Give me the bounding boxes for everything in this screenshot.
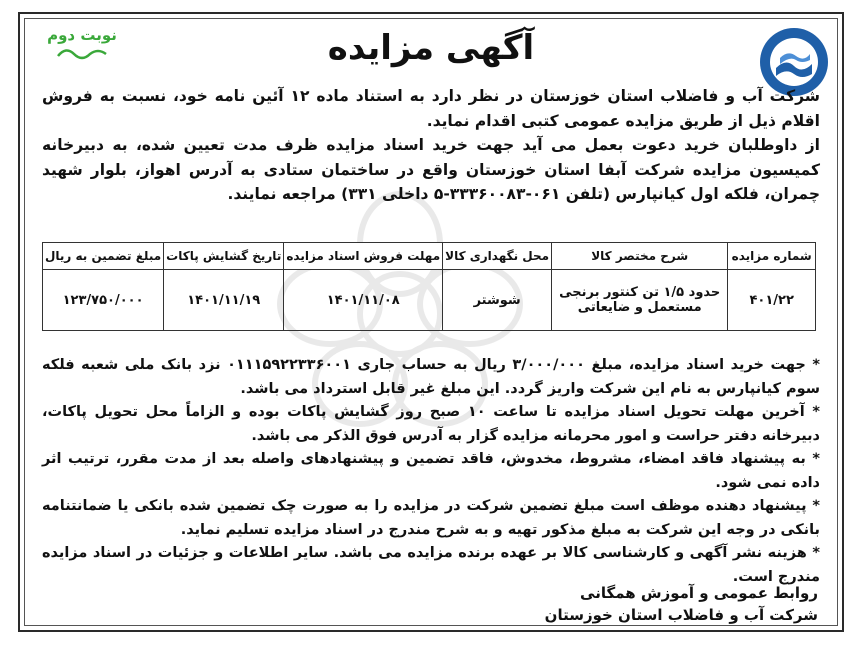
intro-paragraph-1: شرکت آب و فاضلاب استان خوزستان در نظر دارد به استناد ماده ۱۲ آئین نامه خود، نسبت به فروش اقلام ذیل از طریق مزایده عمومی کتبی اقدام نماید. bbox=[42, 87, 820, 130]
header-item-description: شرح مختصر کالا bbox=[552, 243, 728, 270]
cell-auction-number: ۴۰۱/۲۲ bbox=[728, 270, 816, 331]
header-auction-number: شماره مزایده bbox=[728, 243, 816, 270]
signature-block bbox=[545, 582, 818, 626]
page-title: آگهی مزایده bbox=[327, 28, 535, 68]
auction-table bbox=[42, 242, 816, 331]
term-item: * پیشنهاد دهنده موظف است مبلغ تضمین شرکت در مزایده را به صورت چک تضمین شده بانکی یا ضمانتنامه بانکی در وجه این شرکت به مبلغ مذکور تهیه و به شرح مندرج در اسناد مزایده تسلیم نماید. bbox=[42, 498, 820, 538]
header-storage-location: محل نگهداری کالا bbox=[443, 243, 552, 270]
cell-guarantee-amount: ۱۲۳/۷۵۰/۰۰۰ bbox=[43, 270, 164, 331]
term-item: * آخرین مهلت تحویل اسناد مزایده تا ساعت ۱۰ صبح روز گشایش پاکات بوده و الزاماً محل تحویل پاکات، دبیرخانه دفتر حراست و امور محرمانه مزایده گزار به آدرس فوق الذکر می باشد. bbox=[42, 404, 820, 444]
header-opening-date: تاریخ گشایش پاکات bbox=[164, 243, 284, 270]
terms-list bbox=[42, 354, 820, 589]
footer-company: شرکت آب و فاضلاب استان خوزستان bbox=[544, 606, 818, 624]
notice-frame bbox=[18, 12, 844, 632]
cell-opening-date: ۱۴۰۱/۱۱/۱۹ bbox=[164, 270, 284, 331]
term-item: * جهت خرید اسناد مزایده، مبلغ ۳/۰۰۰/۰۰۰ ریال به حساب جاری ۰۱۱۱۵۹۲۲۳۳۶۰۰۱ نزد بانک ملی شعبه فلکه سوم کیانپارس به نام این شرکت واریز گردد. این مبلغ غیر قابل استرداد می باشد. bbox=[42, 357, 820, 397]
footer-department: روابط عمومی و آموزش همگانی bbox=[580, 584, 818, 602]
table-header-row bbox=[43, 243, 816, 270]
header-sale-deadline: مهلت فروش اسناد مزایده bbox=[284, 243, 443, 270]
cell-item-description: حدود ۱/۵ تن کنتور برنجی مستعمل و ضایعاتی bbox=[552, 270, 728, 331]
cell-storage-location: شوشتر bbox=[443, 270, 552, 331]
table-row bbox=[43, 270, 816, 331]
term-item: * به پیشنهاد فاقد امضاء، مشروط، مخدوش، فاقد تضمین و پیشنهادهای واصله بعد از مدت مقرر، ترتیب اثر داده نمی شود. bbox=[42, 451, 820, 491]
cell-sale-deadline: ۱۴۰۱/۱۱/۰۸ bbox=[284, 270, 443, 331]
intro-paragraph-2: از داوطلبان خرید دعوت بعمل می آید جهت خرید اسناد مزایده ظرف مدت تعیین شده، به دبیرخانه کمیسیون مزایده شرکت آبفا استان خوزستان واقع در ساختمان ستادی به آدرس اهواز، بلوار شهید چمران، فلکه اول کیانپارس (تلفن ۰۶۱-۳۳۳۶۰۰۸۳-۵ داخلی ۳۳۱) مراجعه نمایند. bbox=[42, 136, 820, 203]
badge-label: نوبت دوم bbox=[47, 26, 117, 44]
term-item: * هزینه نشر آگهی و کارشناسی کالا بر عهده برنده مزایده می باشد. سایر اطلاعات و جزئیات در اسناد مزایده مندرج است. bbox=[42, 545, 820, 585]
header-guarantee-amount: مبلغ تضمین به ریال bbox=[43, 243, 164, 270]
intro-text bbox=[42, 84, 820, 207]
